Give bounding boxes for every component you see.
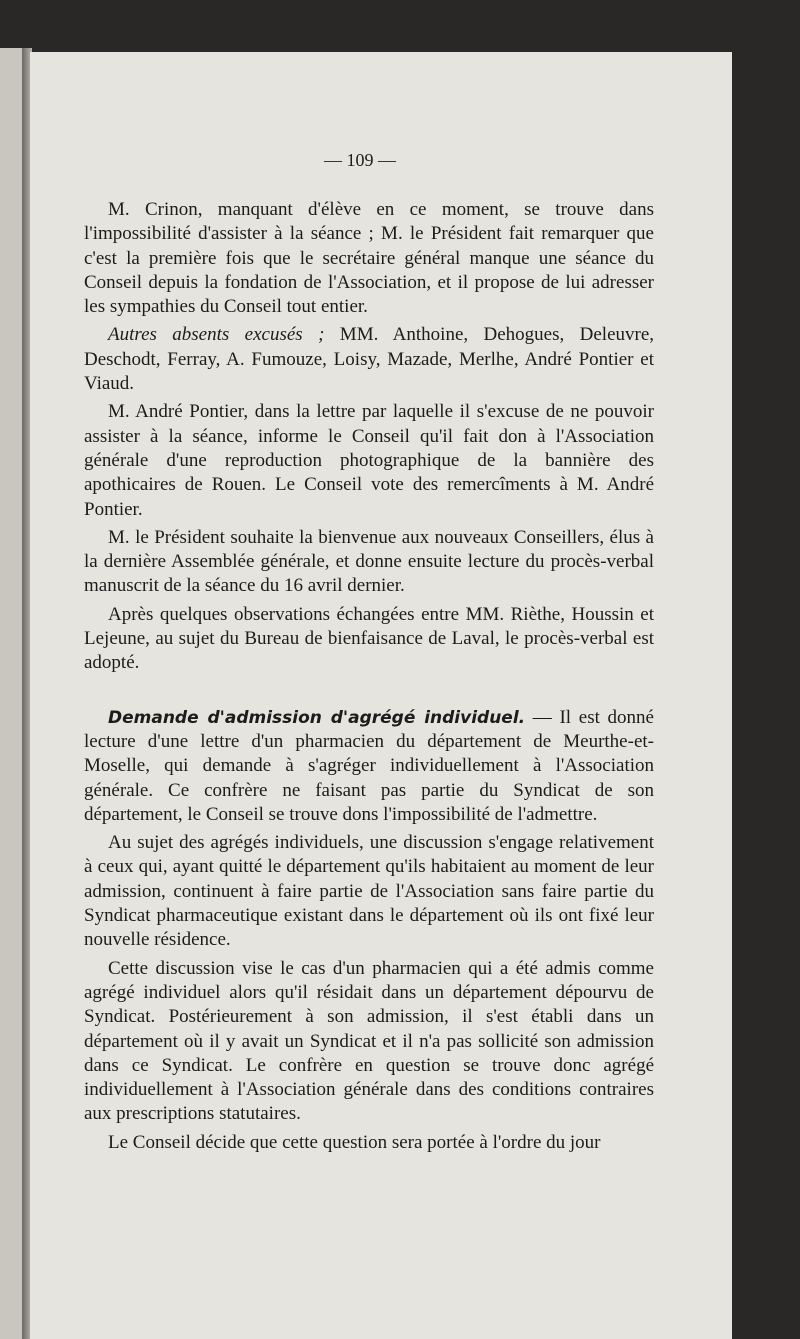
absents-label: Autres absents excusés ; bbox=[108, 324, 325, 346]
paragraph-1: M. Crinon, manquant d'élève en ce moment, se trouve dans l'impossibilité d'assister à la séance ; M. le Président fait remarquer que c'est la première fois que le secrétaire général manque une séance du Conseil depuis la fondation de l'Association, et il propose de lui adresser les sympathies du Conseil tout entier. bbox=[84, 199, 654, 318]
paragraph-3: M. André Pontier, dans la lettre par laquelle il s'excuse de ne pouvoir assister à la séance, informe le Conseil qu'il fait don à l'Association générale d'une reproduction photographique de la bannière des apothicaires de Rouen. Le Conseil vote des remercîments à M. André Pontier. bbox=[84, 401, 654, 520]
body-text bbox=[84, 198, 654, 1155]
section-paragraph-1: Au sujet des agrégés individuels, une discussion s'engage relativement à ceux qui, ayant quitté le département qu'ils habitaient au moment de leur admission, continuent à faire partie de l'Association sans faire partie du Syndicat pharmaceutique existant dans le département où ils ont fixé leur nouvelle résidence. bbox=[84, 832, 654, 951]
section-heading: Demande d'admission d'agrégé individuel. bbox=[108, 707, 526, 728]
page-number: — 109 — bbox=[324, 150, 396, 170]
paragraph-4: M. le Président souhaite la bienvenue aux nouveaux Conseillers, élus à la dernière Assemblée générale, et donne ensuite lecture du procès-verbal manuscrit de la séance du 16 avril dernier. bbox=[84, 526, 654, 597]
section-admission bbox=[84, 706, 654, 1155]
absents-names: MM. Anthoine, Dehogues, Deleuvre, Deschodt, Ferray, A. Fumouze, Loisy, Mazade, Merlhe, André Pontier et Viaud. bbox=[84, 324, 655, 395]
paragraph-absents bbox=[84, 323, 654, 396]
section-intro-paragraph bbox=[84, 706, 654, 827]
section-paragraph-2: Cette discussion vise le cas d'un pharmacien qui a été admis comme agrégé individuel alors qu'il résidait dans un département dépourvu de Syndicat. Postérieurement à son admission, il s'est établi dans un département où il y avait un Syndicat et il n'a pas sollicité son admission dans ce Syndicat. Le confrère en question se trouve donc agrégé individuellement à l'Association générale dans des conditions contraires aux prescriptions statutaires. bbox=[84, 957, 654, 1125]
paragraph-5: Après quelques observations échangées entre MM. Rièthe, Houssin et Lejeune, au sujet du Bureau de bienfaisance de Laval, le procès-verbal est adopté. bbox=[84, 603, 654, 674]
section-paragraph-3: Le Conseil décide que cette question sera portée à l'ordre du jour bbox=[108, 1131, 601, 1153]
section-intro: — Il est donné lecture d'une lettre d'un pharmacien du département de Meurthe-et-Moselle, qui demande à s'agréger individuellement à l'Association générale. Ce confrère ne faisant pas partie du Syndicat de son département, le Conseil se trouve dons l'impossibilité de l'admettre. bbox=[84, 706, 654, 825]
